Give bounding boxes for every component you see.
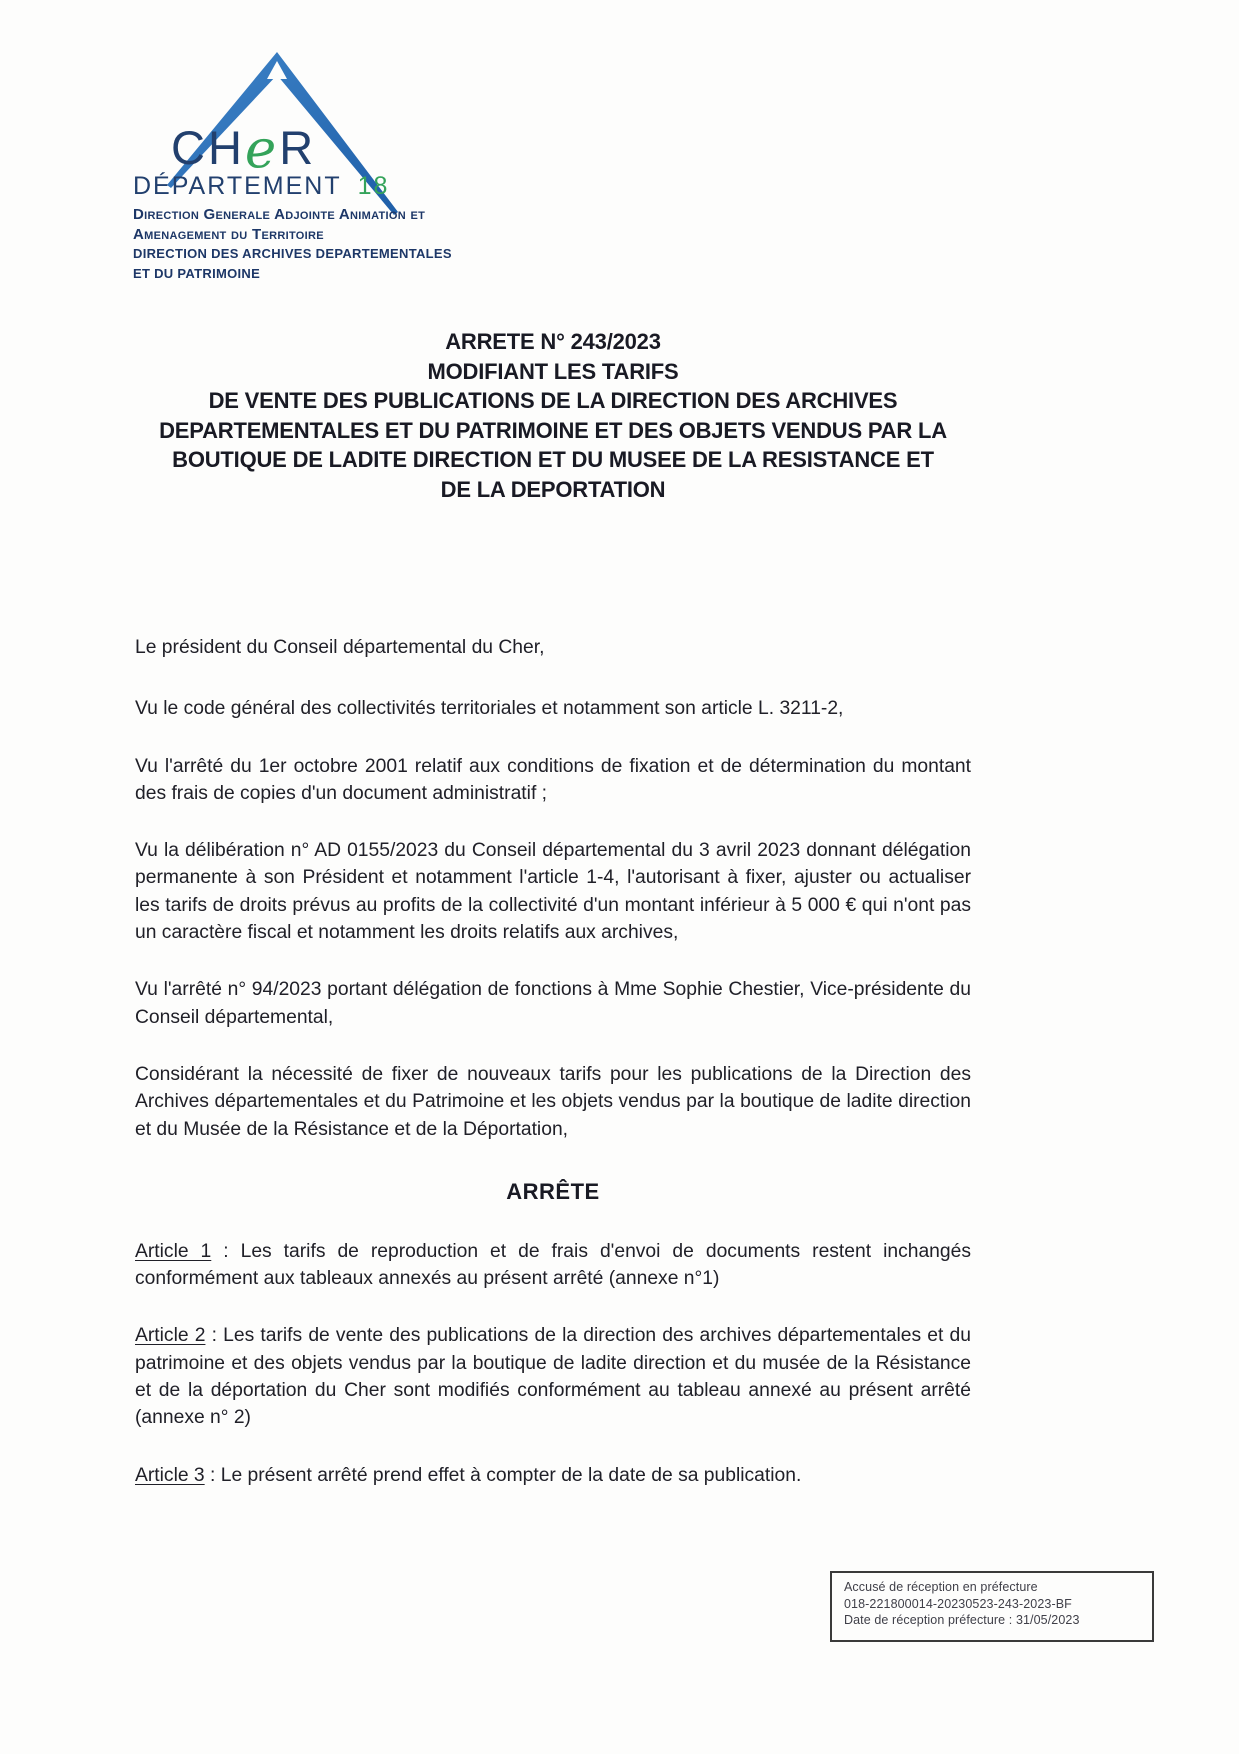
paragraph-considerant: Considérant la nécessité de fixer de nouveaux tarifs pour les publications de la Direction des Archives départementales et du Patrimoine et les objets vendus par la boutique de ladite direction et du Musée de la Résistance et de la Déportation, — [135, 1063, 971, 1140]
paragraph-vu-code: Vu le code général des collectivités territoriales et notamment son article L. 3211-2, — [135, 698, 844, 720]
brand-r: R — [279, 121, 317, 174]
org-line: Amenagement du Territoire — [133, 225, 324, 243]
article-3 — [135, 1462, 971, 1489]
article-2-text: : Les tarifs de vente des publications de la direction des archives départementales et du patrimoine et des objets vendus par la boutique de ladite direction et du musée de la Résistance et de la déportation du Cher sont modifiés conformément au tableau annexé au présent arrêté (annexe n° 2) — [135, 1325, 971, 1429]
prefecture-stamp — [830, 1571, 1154, 1642]
decision-heading: ARRÊTE — [506, 1178, 600, 1204]
paragraph-vu-deliberation: Vu la délibération n° AD 0155/2023 du Conseil départemental du 3 avril 2023 donnant délégation permanente à son Président et notamment l'article 1-4, l'autorisant à fixer, ajuster ou actualiser les tarifs de droits prévus au profits de la collectivité d'un montant inférieur à 5 000 € qui n'ont pas un caractère fiscal et notamment les droits relatifs aux archives, — [135, 840, 971, 944]
title-line: DEPARTEMENTALES ET DU PATRIMOINE ET DES OBJETS VENDUS PAR LA — [159, 417, 947, 443]
department-number: 18 — [357, 172, 390, 200]
title-line: DE LA DEPORTATION — [440, 476, 666, 502]
department-label: DÉPARTEMENT — [133, 172, 342, 200]
article-1-label: Article 1 — [135, 1240, 212, 1262]
org-line: Direction Generale Adjointe Animation et — [133, 206, 426, 223]
paragraph-vu-arrete-94: Vu l'arrêté n° 94/2023 portant délégation de fonctions à Mme Sophie Chestier, Vice-présidente du Conseil départemental, — [135, 979, 971, 1028]
title-line: DE VENTE DES PUBLICATIONS DE LA DIRECTION DES ARCHIVES — [208, 388, 898, 413]
paragraph-vu-arrete-2001: Vu l'arrêté du 1er octobre 2001 relatif aux conditions de fixation et de détermination du montant des frais de copies d'un document administratif ; — [135, 755, 971, 804]
stamp-line: 018-221800014-20230523-243-2023-BF — [844, 1596, 1072, 1611]
org-line: ET DU PATRIMOINE — [133, 265, 261, 281]
title-line: BOUTIQUE DE LADITE DIRECTION ET DU MUSEE DE LA RESISTANCE ET — [172, 447, 934, 472]
department-line — [133, 174, 389, 199]
org-line: DIRECTION DES ARCHIVES DEPARTEMENTALES — [133, 246, 452, 261]
article-1-text: : Les tarifs de reproduction et de frais d'envoi de documents restent inchangés conformément aux tableaux annexés au présent arrêté (annexe n°1) — [135, 1240, 971, 1290]
article-3-text: : Le présent arrêté prend effet à compter de la date de sa publication. — [204, 1464, 802, 1486]
title-line: ARRETE N° 243/2023 — [445, 329, 661, 354]
stamp-line: Accusé de réception en préfecture — [844, 1580, 1038, 1594]
article-1 — [135, 1238, 971, 1293]
article-3-label: Article 3 — [135, 1464, 205, 1486]
article-2 — [135, 1322, 971, 1431]
document-title — [135, 327, 971, 504]
brand-ch: CH — [171, 121, 245, 174]
stamp-line: Date de réception préfecture : 31/05/2023 — [844, 1613, 1080, 1627]
paragraph-president: Le président du Conseil départemental du Cher, — [135, 637, 545, 658]
document-body — [135, 634, 971, 1519]
article-2-label: Article 2 — [135, 1325, 206, 1347]
brand-cher — [171, 119, 317, 180]
brand-e: e — [244, 119, 280, 180]
title-line: MODIFIANT LES TARIFS — [427, 358, 679, 384]
org-lines — [133, 205, 533, 283]
